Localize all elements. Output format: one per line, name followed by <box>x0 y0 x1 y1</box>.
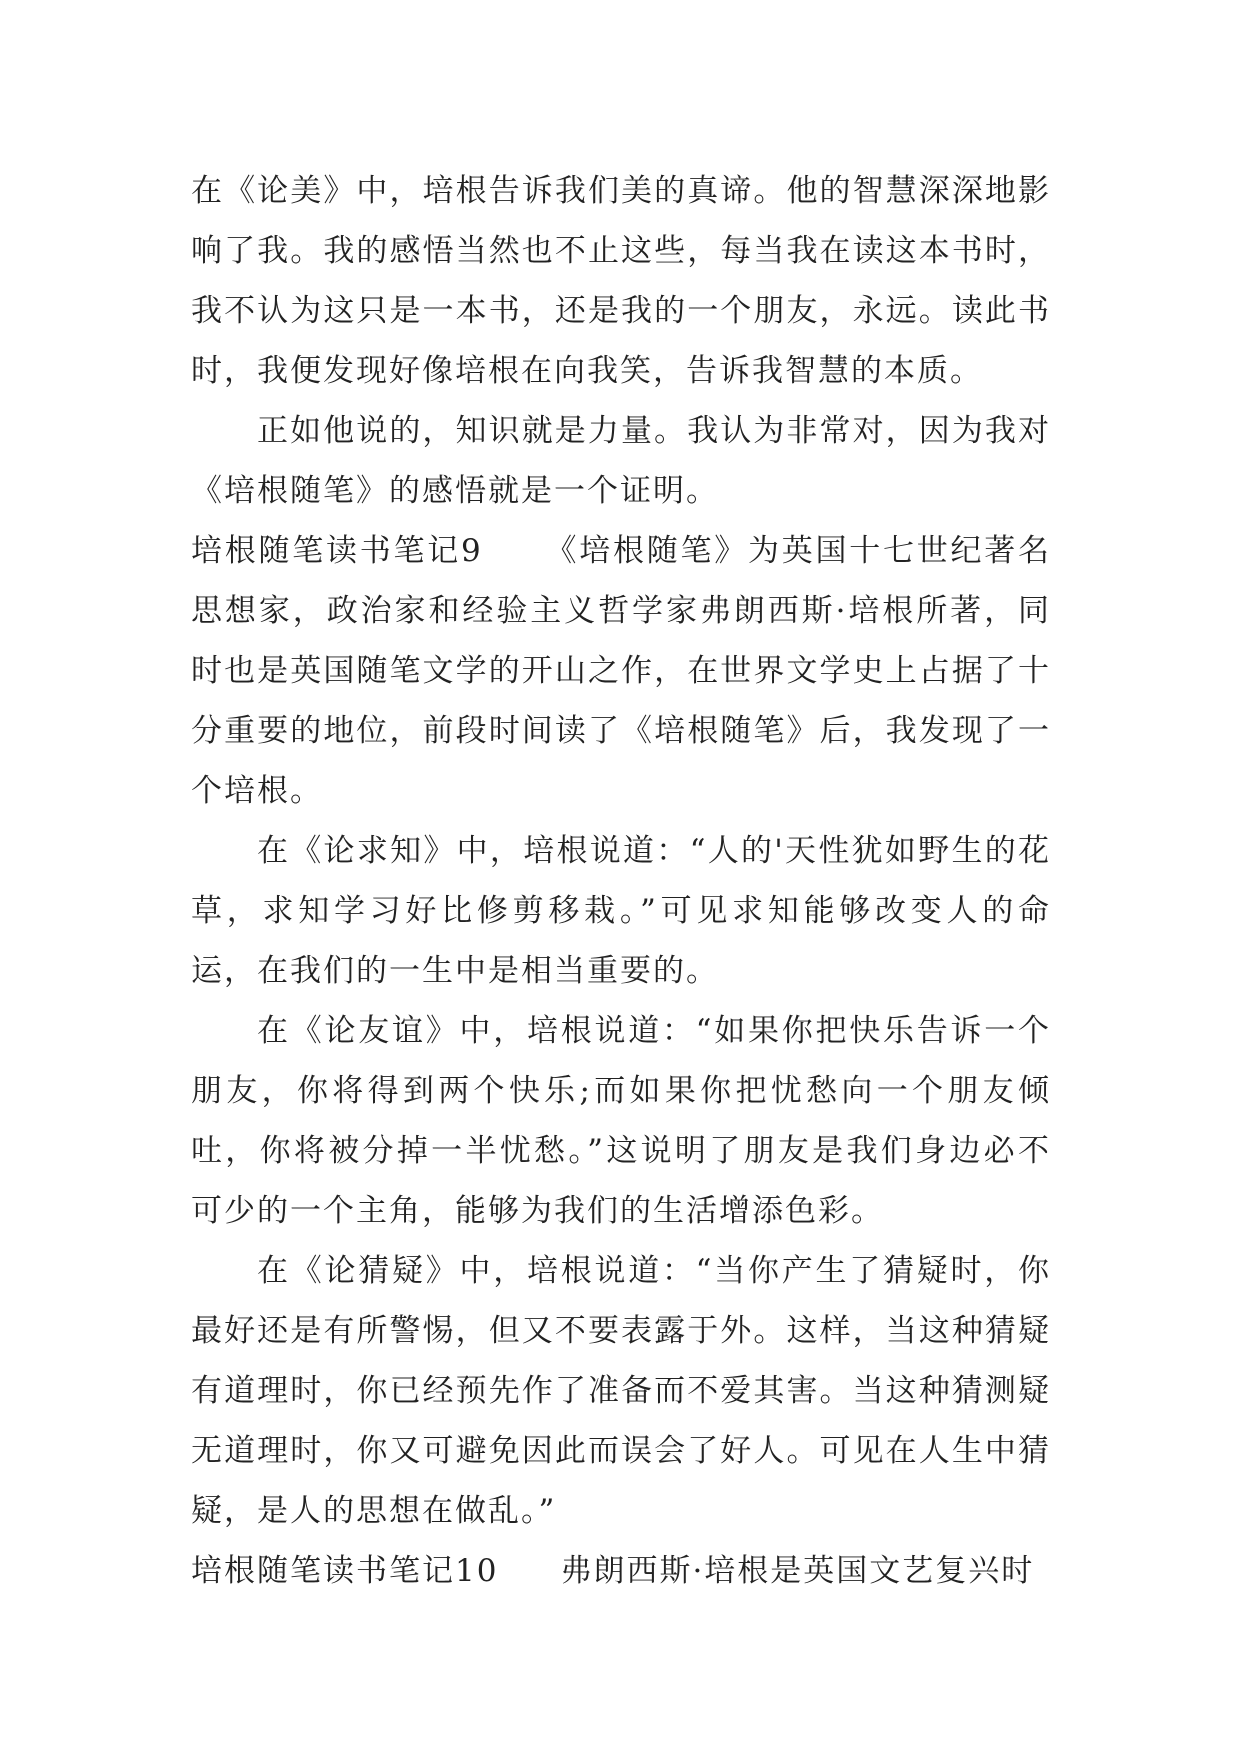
reading-note-9-title: 培根随笔读书笔记9 <box>191 533 483 569</box>
paragraph-knowledge-is-power: 正如他说的，知识就是力量。我认为非常对，因为我对《培根随笔》的感悟就是一个证明。 <box>191 413 1051 509</box>
paragraph-on-suspicion: 在《论猜疑》中，培根说道：“当你产生了猜疑时，你最好还是有所警惕，但又不要表露于外。这样，当这种猜疑有道理时，你已经预先作了准备而不爱其害。当这种猜测疑无道理时，你又可避免因此而误会了好人。可见在人生中猜疑，是人的思想在做乱。” <box>191 1253 1051 1529</box>
document-body <box>191 161 1051 1601</box>
reading-note-10-text: 弗朗西斯·培根是英国文艺复兴时 <box>560 1553 1035 1589</box>
reading-note-9 <box>191 521 1051 821</box>
reading-note-10 <box>191 1541 1051 1601</box>
paragraph-on-studies: 在《论求知》中，培根说道：“人的'天性犹如野生的花草，求知学习好比修剪移栽。”可见求知能够改变人的命运，在我们的一生中是相当重要的。 <box>191 833 1051 989</box>
reading-note-10-title: 培根随笔读书笔记10 <box>191 1553 499 1589</box>
paragraph-on-friendship: 在《论友谊》中，培根说道：“如果你把快乐告诉一个朋友，你将得到两个快乐;而如果你把忧愁向一个朋友倾吐，你将被分掉一半忧愁。”这说明了朋友是我们身边必不可少的一个主角，能够为我们的生活增添色彩。 <box>191 1013 1051 1229</box>
reading-note-9-text: 《培根随笔》为英国十七世纪著名思想家，政治家和经验主义哲学家弗朗西斯·培根所著，同时也是英国随笔文学的开山之作，在世界文学史上占据了十分重要的地位，前段时间读了《培根随笔》后，我发现了一个培根。 <box>191 533 1051 809</box>
paragraph-beauty: 在《论美》中，培根告诉我们美的真谛。他的智慧深深地影响了我。我的感悟当然也不止这些，每当我在读这本书时，我不认为这只是一本书，还是我的一个朋友，永远。读此书时，我便发现好像培根在向我笑，告诉我智慧的本质。 <box>191 173 1051 389</box>
